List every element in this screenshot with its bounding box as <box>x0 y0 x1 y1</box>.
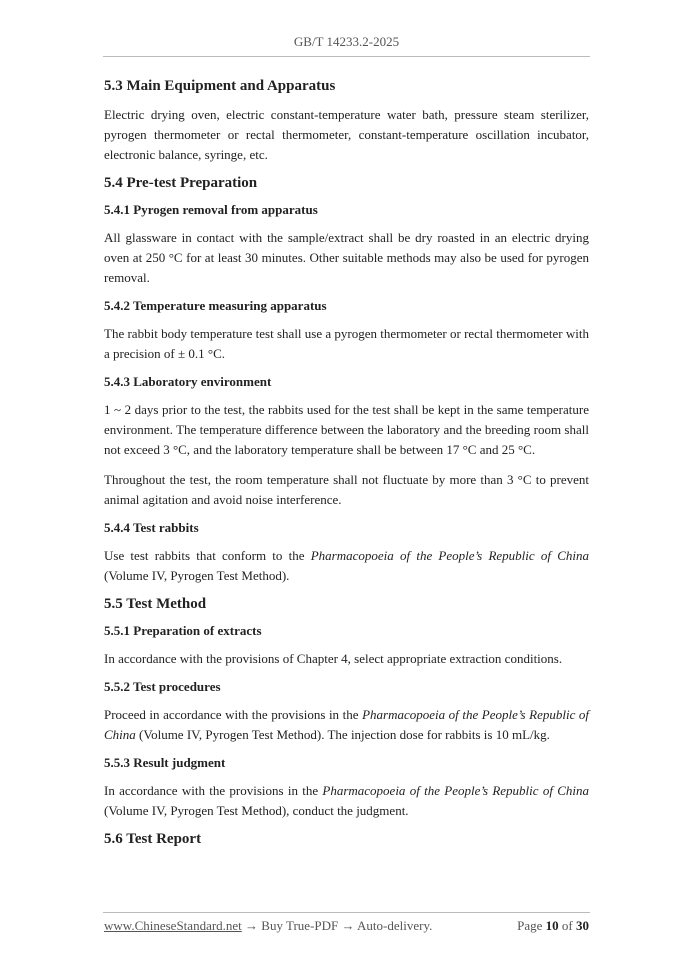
section-5-5-1-paragraph: In accordance with the provisions of Chapter 4, select appropriate extraction conditions. <box>104 651 563 666</box>
text-run: In accordance with the provisions in the <box>104 783 323 798</box>
section-5-5-2-heading: 5.5.2 Test procedures <box>104 679 221 694</box>
page-label: Page <box>517 918 543 933</box>
section-5-5-heading: 5.5 Test Method <box>104 596 207 612</box>
pharmacopoeia-title: Pharmacopoeia of the People’s Republic of China <box>310 548 589 563</box>
section-5-4-3-heading: 5.4.3 Laboratory environment <box>104 374 272 389</box>
section-5-3-heading: 5.3 Main Equipment and Apparatus <box>104 78 336 94</box>
section-5-5-3-paragraph <box>104 781 589 821</box>
section-5-5-2-paragraph <box>104 705 589 745</box>
page-number <box>517 918 589 934</box>
text-run: Proceed in accordance with the provisions in the <box>104 707 363 722</box>
section-5-4-3-paragraph-2: Throughout the test, the room temperature shall not fluctuate by more than 3 °C to prevent animal agitation and avoid noise interference. <box>104 472 589 507</box>
pharmacopoeia-title: Pharmacopoeia of the People’s Republic of China <box>322 783 589 798</box>
section-5-4-heading: 5.4 Pre-test Preparation <box>104 175 258 191</box>
document-id-header: GB/T 14233.2-2025 <box>293 34 400 49</box>
section-5-4-1-heading: 5.4.1 Pyrogen removal from apparatus <box>104 202 318 217</box>
page-footer <box>104 918 589 934</box>
section-5-5-3-heading: 5.5.3 Result judgment <box>104 755 226 770</box>
section-5-4-2-heading: 5.4.2 Temperature measuring apparatus <box>104 298 327 313</box>
text-run: Use test rabbits that conform to the <box>104 548 311 563</box>
site-link[interactable]: www.ChineseStandard.net <box>104 918 242 933</box>
section-5-4-4-paragraph <box>104 546 589 586</box>
text-run: (Volume IV, Pyrogen Test Method), conduct the judgment. <box>104 803 409 818</box>
footer-promo-text: → Buy True-PDF → Auto-delivery. <box>241 918 433 933</box>
section-5-4-1-paragraph: All glassware in contact with the sample/extract shall be dry roasted in an electric drying oven at 250 °C for at least 30 minutes. Other suitable methods may also be used for pyrogen removal. <box>104 230 589 285</box>
section-5-4-3-paragraph-1: 1 ~ 2 days prior to the test, the rabbits used for the test shall be kept in the same temperature environment. The temperature difference between the laboratory and the breeding room shall not exceed 3 °C, and the laboratory temperature shall be between 17 °C and 25 °C. <box>104 402 589 457</box>
text-run: (Volume IV, Pyrogen Test Method). <box>104 568 290 583</box>
section-5-4-4-heading: 5.4.4 Test rabbits <box>104 520 199 535</box>
section-5-4-2-paragraph: The rabbit body temperature test shall use a pyrogen thermometer or rectal thermometer with a precision of ± 0.1 °C. <box>104 326 589 361</box>
page-content <box>104 78 589 858</box>
section-5-3-paragraph: Electric drying oven, electric constant-temperature water bath, pressure steam sterilizer, pyrogen thermometer or rectal thermometer, constant-temperature oscillation incubator, electronic balance, syringe, etc. <box>104 107 589 162</box>
section-5-5-1-heading: 5.5.1 Preparation of extracts <box>104 623 262 638</box>
total-pages: 30 <box>576 918 589 933</box>
of-label: of <box>561 918 573 933</box>
pharmacopoeia-title: Pharmacopoeia of the People’s Republic of China <box>104 707 590 742</box>
footer-divider <box>103 912 590 913</box>
header-divider <box>103 56 590 57</box>
text-run: (Volume IV, Pyrogen Test Method). The injection dose for rabbits is 10 mL/kg. <box>135 727 550 742</box>
section-5-6-heading: 5.6 Test Report <box>104 831 202 847</box>
current-page: 10 <box>545 918 559 933</box>
